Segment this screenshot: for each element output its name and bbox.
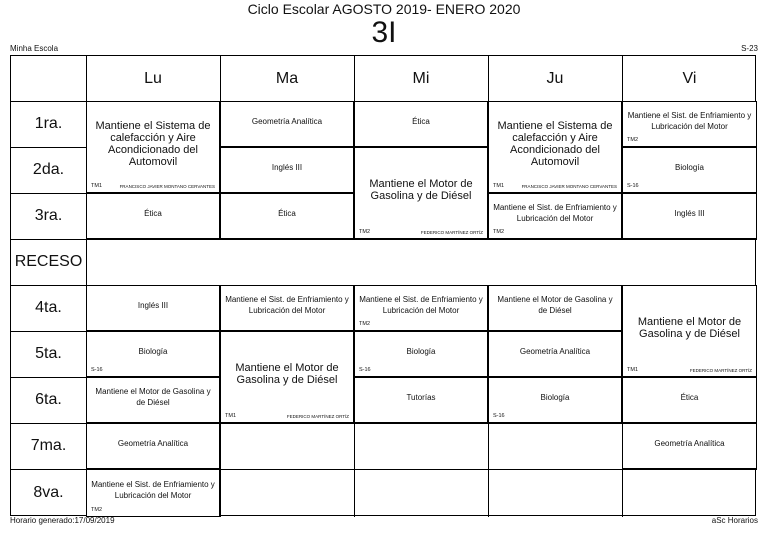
lesson-subject: Mantiene el Motor de Gasolina y de Diésel (235, 362, 339, 386)
lesson-cell[interactable] (220, 101, 354, 147)
lesson-cell[interactable] (488, 285, 622, 331)
lesson-subject: Geometría Analítica (519, 346, 591, 356)
lesson-subject: Mantiene el Motor de Gasolina y de Diésel (95, 387, 211, 407)
lesson-subject: Mantiene el Sist. de Enfriamiento y Lubricación del Motor (493, 203, 617, 223)
period-label: 4ta. (35, 299, 62, 316)
lesson-cell[interactable] (488, 377, 622, 423)
day-header-ma: Ma (275, 69, 299, 87)
lesson-subject: Mantiene el Sistema de calefacción y Aire Acondicionado del Automovil (497, 120, 613, 168)
period-label: 6ta. (35, 391, 62, 408)
lesson-subject: Geometría Analítica (251, 116, 323, 126)
lesson-cell[interactable] (86, 193, 220, 239)
lesson-teacher: FEDERICO MARTÍNEZ ORTÍZ (420, 230, 483, 235)
lesson-cell[interactable] (220, 331, 354, 423)
lesson-room-tag: TM2 (359, 321, 370, 327)
lesson-teacher: FEDERICO MARTÍNEZ ORTÍZ (286, 414, 349, 419)
lesson-room-tag: S-16 (91, 367, 103, 373)
lesson-room-tag: TM1 (225, 413, 236, 419)
lesson-subject: Inglés III (271, 162, 303, 172)
room-code: S-23 (741, 44, 758, 53)
lesson-teacher: FRANCISCO JAVIER MONTANO CERVANTES (521, 184, 617, 189)
lesson-room-tag: S-16 (359, 367, 371, 373)
lesson-subject: Geometría Analítica (654, 438, 725, 448)
lesson-teacher: FRANCISCO JAVIER MONTANO CERVANTES (119, 184, 215, 189)
lesson-subject: Mantiene el Sist. de Enfriamiento y Lubricación del Motor (359, 295, 483, 315)
lesson-subject: Ética (144, 208, 162, 218)
lesson-subject: Ética (278, 208, 296, 218)
lesson-subject: Ética (412, 116, 430, 126)
software-name: aSc Horarios (711, 516, 758, 525)
period-label: 2da. (32, 161, 65, 178)
lesson-cell[interactable] (488, 101, 622, 193)
group-name: 3I (371, 16, 397, 49)
lesson-room-tag: TM1 (91, 183, 102, 189)
lesson-subject: Inglés III (137, 300, 169, 310)
period-label: 7ma. (30, 437, 67, 454)
lesson-cell[interactable] (488, 193, 622, 239)
lesson-cell[interactable] (622, 147, 757, 193)
generated-date: Horario generado:17/09/2019 (10, 516, 115, 525)
period-label: 8va. (33, 484, 64, 501)
lesson-room-tag: TM2 (91, 507, 102, 513)
lesson-subject: Mantiene el Sist. de Enfriamiento y Lubricación del Motor (225, 295, 349, 315)
lesson-cell[interactable] (220, 147, 354, 193)
lesson-teacher: FEDERICO MARTÍNEZ ORTÍZ (689, 368, 752, 373)
lesson-room-tag: S-16 (493, 413, 505, 419)
lesson-subject: Biología (540, 392, 570, 402)
lesson-subject: Biología (138, 346, 168, 356)
grid-line (86, 239, 87, 285)
day-header-vi: Vi (682, 69, 697, 87)
lesson-cell[interactable] (622, 377, 757, 423)
lesson-room-tag: TM2 (359, 229, 370, 235)
lesson-cell[interactable] (86, 331, 220, 377)
lesson-cell[interactable] (354, 285, 488, 331)
day-header-mi: Mi (412, 69, 430, 87)
lesson-subject: Biología (406, 346, 436, 356)
lesson-cell[interactable] (488, 331, 622, 377)
lesson-cell[interactable] (354, 377, 488, 423)
lesson-subject: Mantiene el Motor de Gasolina y de Diésel (637, 316, 742, 340)
day-header-lu: Lu (144, 69, 162, 87)
lesson-cell[interactable] (86, 469, 220, 517)
lesson-subject: Mantiene el Motor de Gasolina y de Diésel (369, 178, 473, 202)
timetable-grid (10, 55, 756, 516)
lesson-room-tag: TM2 (627, 137, 638, 143)
lesson-cell[interactable] (622, 101, 757, 147)
day-header-ju: Ju (546, 69, 564, 87)
lesson-subject: Biología (675, 162, 704, 172)
lesson-subject: Geometría Analítica (117, 438, 189, 448)
lesson-subject: Ética (680, 392, 699, 402)
grid-line (11, 239, 757, 240)
period-label: 3ra. (34, 207, 63, 224)
lesson-subject: Mantiene el Sist. de Enfriamiento y Lubricación del Motor (91, 480, 215, 500)
lesson-cell[interactable] (86, 285, 220, 331)
lesson-cell[interactable] (220, 285, 354, 331)
lesson-cell[interactable] (622, 285, 757, 377)
period-label: RECESO (14, 253, 83, 270)
lesson-cell[interactable] (86, 101, 220, 193)
school-name: Minha Escola (10, 44, 59, 53)
lesson-cell[interactable] (354, 147, 488, 239)
lesson-cell[interactable] (86, 377, 220, 423)
lesson-cell[interactable] (622, 423, 757, 469)
lesson-cell[interactable] (86, 423, 220, 469)
lesson-room-tag: S-16 (627, 183, 639, 189)
lesson-room-tag: TM1 (627, 367, 638, 373)
period-label: 1ra. (34, 115, 63, 132)
lesson-subject: Mantiene el Sist. de Enfriamiento y Lubricación del Motor (627, 111, 752, 131)
lesson-cell[interactable] (220, 193, 354, 239)
lesson-subject: Tutorías (406, 392, 436, 402)
lesson-subject: Inglés III (674, 208, 705, 218)
lesson-room-tag: TM1 (493, 183, 504, 189)
schedule-title: Ciclo Escolar AGOSTO 2019- ENERO 2020 (247, 1, 521, 17)
lesson-room-tag: TM2 (493, 229, 504, 235)
lesson-cell[interactable] (354, 101, 488, 147)
lesson-subject: Mantiene el Sistema de calefacción y Aire Acondicionado del Automovil (95, 120, 211, 168)
lesson-cell[interactable] (354, 331, 488, 377)
period-label: 5ta. (35, 345, 62, 362)
lesson-subject: Mantiene el Motor de Gasolina y de Diésel (497, 295, 613, 315)
lesson-cell[interactable] (622, 193, 757, 239)
